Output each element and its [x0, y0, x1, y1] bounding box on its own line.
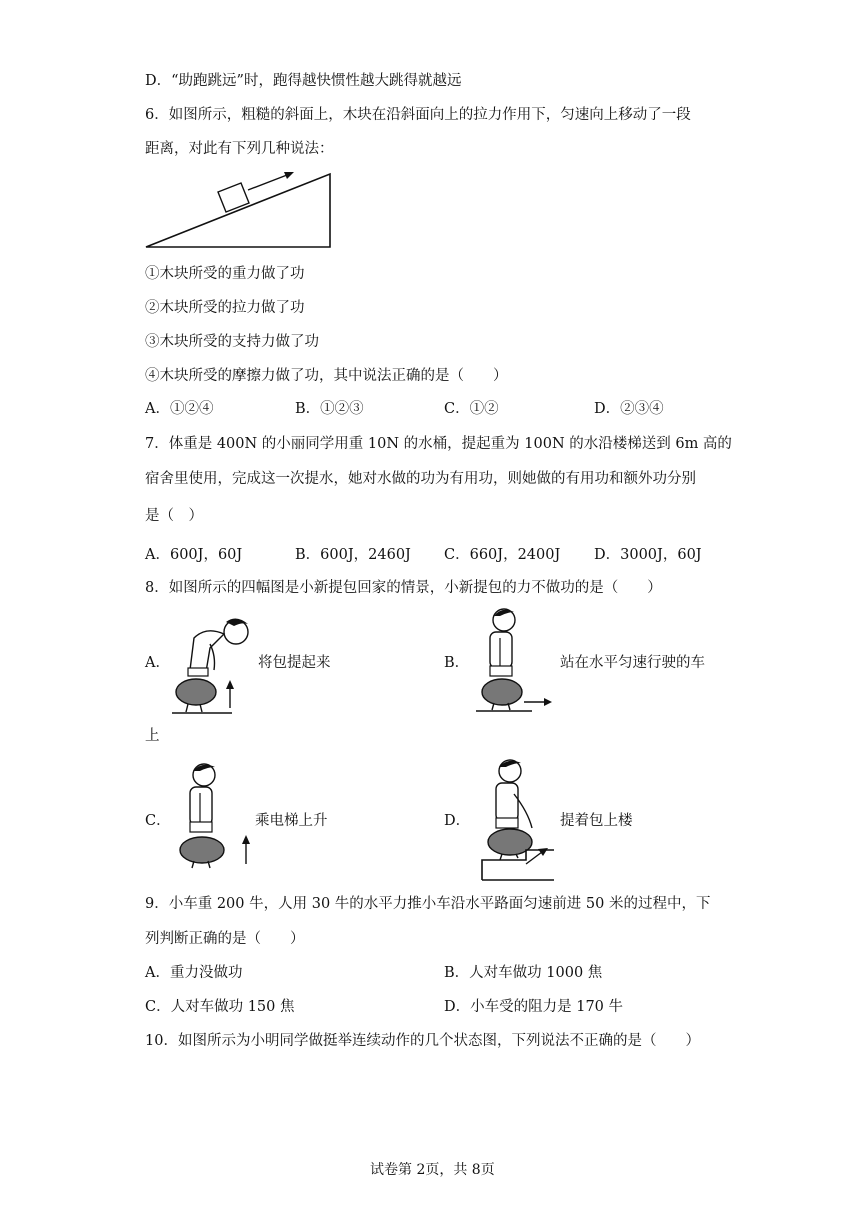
q8-option-d-label[interactable]: D．	[444, 813, 471, 829]
q7-option-c[interactable]: C．660J，2400J	[444, 547, 561, 563]
q8-option-b-text: 站在水平匀速行驶的车	[560, 655, 705, 671]
q7-option-b[interactable]: B．600J，2460J	[295, 547, 411, 563]
q9-option-d[interactable]: D．小车受的阻力是 170 牛	[444, 999, 624, 1015]
q9-stem-line2: 列判断正确的是（ ）	[145, 931, 305, 947]
q9-option-b[interactable]: B．人对车做功 1000 焦	[444, 965, 603, 981]
q7-option-d[interactable]: D．3000J，60J	[594, 547, 702, 563]
figure-in-elevator	[172, 758, 258, 872]
q8-option-d-text: 提着包上楼	[560, 813, 633, 829]
q6-stem-line2: 距离，对此有下列几种说法：	[145, 141, 334, 157]
q6-stem-line1: 6．如图所示，粗糙的斜面上，木块在沿斜面向上的拉力作用下，匀速向上移动了一段	[145, 107, 691, 123]
q6-option-a[interactable]: A．①②④	[145, 401, 214, 417]
q8-option-a-text: 将包提起来	[258, 655, 331, 671]
q8-option-b-text-continued: 上	[145, 728, 160, 744]
q9-stem-line1: 9．小车重 200 牛，人用 30 牛的水平力推小车沿水平路面匀速前进 50 米的过程中，下	[145, 896, 711, 912]
q8-stem: 8．如图所示的四幅图是小新提包回家的情景，小新提包的力不做功的是（ ）	[145, 580, 662, 596]
q9-option-a[interactable]: A．重力没做功	[145, 965, 243, 981]
q8-option-c-text: 乘电梯上升	[255, 813, 328, 829]
q10-stem: 10．如图所示为小明同学做挺举连续动作的几个状态图，下列说法不正确的是（ ）	[145, 1033, 700, 1049]
q7-stem-line1: 7．体重是 400N 的小丽同学用重 10N 的水桶，提起重为 100N 的水沿楼梯送到 6m 高的	[145, 436, 732, 452]
q7-option-a[interactable]: A．600J，60J	[145, 547, 243, 563]
q6-option-b[interactable]: B．①②③	[295, 401, 364, 417]
figure-lifting-bag	[170, 612, 250, 716]
q6-statement-4: ④木块所受的摩擦力做了功，其中说法正确的是（ ）	[145, 368, 508, 384]
q8-option-b-label[interactable]: B．	[444, 655, 470, 671]
q5-option-d: D．“助跑跳远”时，跑得越快惯性越大跳得就越远	[145, 73, 462, 89]
q7-stem-line3: 是（ ）	[145, 508, 203, 524]
figure-on-moving-vehicle	[472, 604, 558, 714]
figure-climbing-stairs	[470, 754, 560, 882]
q9-option-c[interactable]: C．人对车做功 150 焦	[145, 999, 295, 1015]
q8-option-c-label[interactable]: C．	[145, 813, 171, 829]
page-footer: 试卷第 2页，共 8页	[370, 1162, 495, 1178]
q8-option-a-label[interactable]: A．	[145, 655, 170, 671]
q6-statement-2: ②木块所受的拉力做了功	[145, 300, 305, 316]
q6-option-d[interactable]: D．②③④	[594, 401, 664, 417]
q6-statement-3: ③木块所受的支持力做了功	[145, 334, 319, 350]
q6-option-c[interactable]: C．①②	[444, 401, 499, 417]
q6-statement-1: ①木块所受的重力做了功	[145, 266, 305, 282]
q7-stem-line2: 宿舍里使用，完成这一次提水，她对水做的功为有用功，则她做的有用功和额外功分别	[145, 471, 696, 487]
